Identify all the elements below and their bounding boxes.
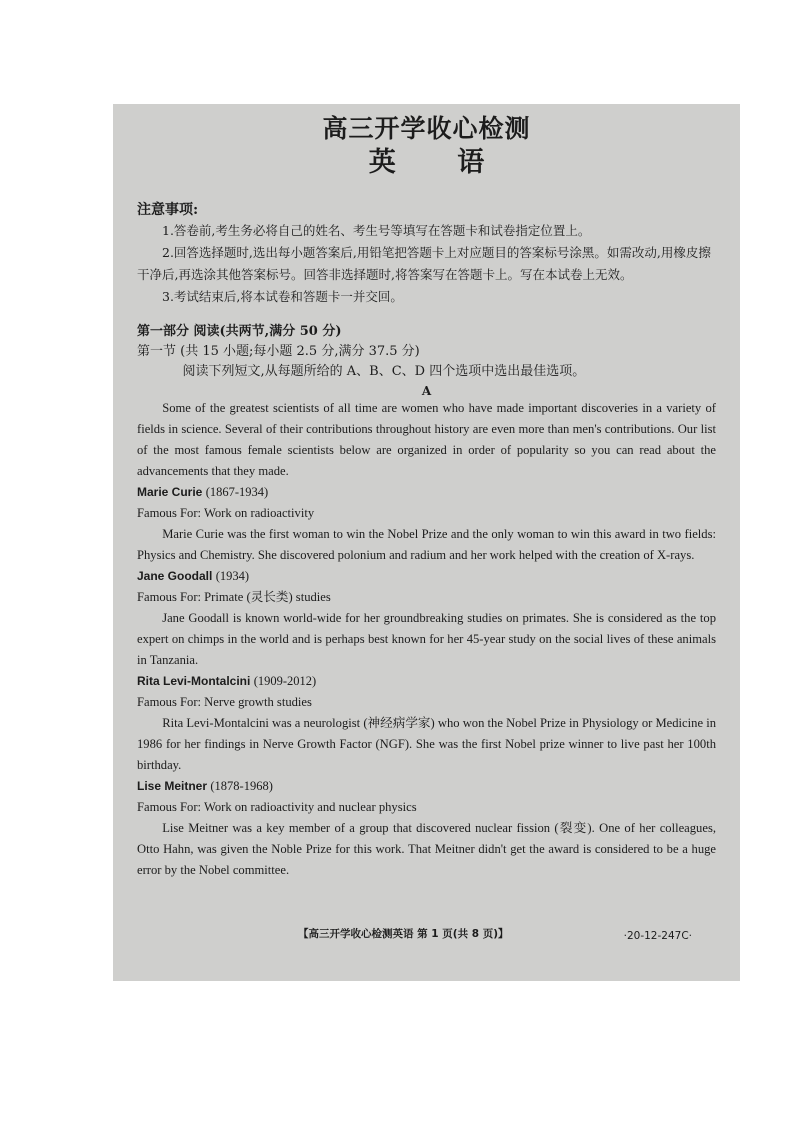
scientist-name: Jane Goodall (1934) bbox=[137, 569, 250, 583]
famous-for: Famous For: Work on radioactivity and nuclear physics bbox=[137, 800, 417, 814]
exam-page bbox=[113, 104, 740, 981]
scientist-name: Lise Meitner (1878-1968) bbox=[137, 779, 273, 793]
scientist-entry bbox=[137, 482, 716, 566]
notice-item-1: 1.答卷前,考生务必将自己的姓名、考生号等填写在答题卡和试卷指定位置上。 bbox=[162, 223, 591, 238]
exam-subject: 英 语 bbox=[368, 147, 511, 178]
exam-code: ·20-12-247C· bbox=[623, 930, 692, 942]
famous-for: Famous For: Nerve growth studies bbox=[137, 695, 312, 709]
scientist-entry bbox=[137, 566, 716, 671]
scientist-bio: Rita Levi-Montalcini was a neurologist (神经病学家) who won the Nobel Prize in Physiology or Medicine in 1986 for her findings in Nerve Growth Factor (NGF). She was the first Nobel prize winner to live past her 100th birthday. bbox=[137, 716, 716, 772]
famous-for: Famous For: Primate (灵长类) studies bbox=[137, 590, 331, 604]
scientist-bio: Jane Goodall is known world-wide for her groundbreaking studies on primates. She is considered as the top expert on chimps in the world and is perhaps best known for her 45-year study on the social lives of these animals in Tanzania. bbox=[137, 611, 716, 667]
section-label: 第一节 (共 15 小题;每小题 2.5 分,满分 37.5 分) bbox=[137, 344, 420, 359]
scientist-bio: Lise Meitner was a key member of a group that discovered nuclear fission (裂变). One of her colleagues, Otto Hahn, was given the Noble Prize for this work. That Meitner didn't get the award is considered to be a huge error by the Nobel committee. bbox=[137, 821, 716, 877]
page-number: 【高三开学收心检测英语 第 1 页(共 8 页)】 bbox=[298, 928, 509, 940]
scientist-bio: Marie Curie was the first woman to win the Nobel Prize and the only woman to win this award in two fields: Physics and Chemistry. She discovered polonium and radium and her work helped with the creation of X-rays. bbox=[137, 527, 716, 562]
scientist-entry bbox=[137, 671, 716, 776]
famous-for: Famous For: Work on radioactivity bbox=[137, 506, 315, 520]
instruction: 阅读下列短文,从每题所给的 A、B、C、D 四个选项中选出最佳选项。 bbox=[182, 364, 586, 379]
scientist-name: Rita Levi-Montalcini (1909-2012) bbox=[137, 674, 317, 688]
passage-label: A bbox=[421, 384, 432, 398]
notice-item-2: 2.回答选择题时,选出每小题答案后,用铅笔把答题卡上对应题目的答案标号涂黑。如需改动,用橡皮擦干净后,再选涂其他答案标号。回答非选择题时,将答案写在答题卡上。写在本试卷上无效。 bbox=[137, 245, 711, 282]
notice-heading: 注意事项: bbox=[137, 202, 199, 218]
passage-intro: Some of the greatest scientists of all time are women who have made important discoveries in a variety of fields in science. Several of their contributions throughout history are even more than men's contributions. Our list of the most famous female scientists below are organized in order of popularity so you can read about the advancements that they made. bbox=[137, 401, 716, 478]
exam-title: 高三开学收心检测 bbox=[322, 114, 531, 143]
part-label: 第一部分 阅读(共两节,满分 50 分) bbox=[137, 324, 342, 339]
scientist-name: Marie Curie (1867-1934) bbox=[137, 485, 269, 499]
notice-item-3: 3.考试结束后,将本试卷和答题卡一并交回。 bbox=[162, 289, 403, 304]
scientist-entry bbox=[137, 776, 716, 881]
